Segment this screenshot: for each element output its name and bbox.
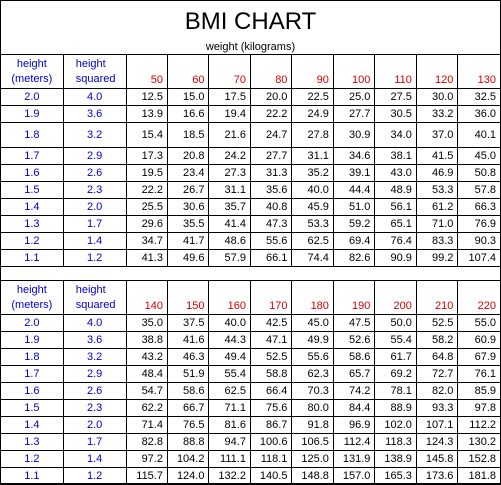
height-value: 1.5 — [1, 182, 64, 199]
weight-header: 160 — [209, 281, 250, 315]
table-row — [1, 315, 501, 332]
bmi-value: 97.2 — [126, 451, 167, 468]
bmi-value: 42.5 — [250, 315, 291, 332]
bmi-value: 112.2 — [458, 417, 501, 434]
bmi-value: 50.0 — [375, 315, 416, 332]
bmi-value: 22.2 — [126, 182, 167, 199]
bmi-value: 124.3 — [416, 434, 457, 451]
bmi-value: 46.3 — [167, 349, 208, 366]
bmi-value: 39.1 — [333, 165, 374, 182]
bmi-value: 24.9 — [292, 106, 333, 123]
bmi-value: 84.4 — [333, 400, 374, 417]
bmi-value: 76.4 — [375, 233, 416, 250]
bmi-value: 76.1 — [458, 366, 501, 383]
header-row — [1, 55, 501, 89]
bmi-value: 36.0 — [458, 106, 501, 123]
bmi-value: 35.7 — [209, 199, 250, 216]
table-row — [1, 199, 501, 216]
bmi-value: 40.0 — [292, 182, 333, 199]
bmi-value: 40.1 — [458, 123, 501, 148]
bmi-value: 38.1 — [375, 148, 416, 165]
height-squared-value: 3.2 — [63, 349, 126, 366]
bmi-value: 173.6 — [416, 468, 457, 485]
bmi-value: 37.5 — [167, 315, 208, 332]
bmi-value: 52.6 — [333, 332, 374, 349]
bmi-value: 66.3 — [458, 199, 501, 216]
table-row — [1, 165, 501, 182]
bmi-value: 45.9 — [292, 199, 333, 216]
weight-header: 180 — [292, 281, 333, 315]
bmi-value: 44.3 — [209, 332, 250, 349]
bmi-value: 30.0 — [416, 89, 457, 106]
bmi-value: 34.0 — [375, 123, 416, 148]
height-value: 1.1 — [1, 250, 64, 267]
bmi-value: 27.3 — [209, 165, 250, 182]
bmi-value: 152.8 — [458, 451, 501, 468]
bmi-value: 35.5 — [167, 216, 208, 233]
bmi-value: 71.4 — [126, 417, 167, 434]
height-squared-value: 2.9 — [63, 148, 126, 165]
height-value: 1.3 — [1, 216, 64, 233]
bmi-value: 106.5 — [292, 434, 333, 451]
table-row — [1, 148, 501, 165]
weight-header: 70 — [209, 55, 250, 89]
height-squared-value: 1.7 — [63, 434, 126, 451]
bmi-value: 53.3 — [416, 182, 457, 199]
height-column-header — [1, 281, 64, 315]
bmi-value: 18.5 — [167, 123, 208, 148]
bmi-value: 75.6 — [250, 400, 291, 417]
bmi-value: 16.6 — [167, 106, 208, 123]
height-value: 1.1 — [1, 468, 64, 485]
bmi-value: 21.6 — [209, 123, 250, 148]
height-value: 2.0 — [1, 89, 64, 106]
height-value: 1.9 — [1, 332, 64, 349]
height-header-line: (meters) — [11, 298, 53, 311]
weight-header: 120 — [416, 55, 457, 89]
bmi-value: 148.8 — [292, 468, 333, 485]
bmi-value: 65.7 — [333, 366, 374, 383]
bmi-value: 132.2 — [209, 468, 250, 485]
bmi-value: 43.2 — [126, 349, 167, 366]
bmi-value: 13.9 — [126, 106, 167, 123]
height-squared-value: 1.2 — [63, 250, 126, 267]
bmi-value: 33.2 — [416, 106, 457, 123]
table-row — [1, 332, 501, 349]
height-value: 1.2 — [1, 451, 64, 468]
bmi-value: 74.4 — [292, 250, 333, 267]
height-squared-value: 2.0 — [63, 417, 126, 434]
bmi-value: 111.1 — [209, 451, 250, 468]
bmi-value: 26.7 — [167, 182, 208, 199]
bmi-value: 76.5 — [167, 417, 208, 434]
squared-header-line: height — [75, 57, 106, 70]
bmi-value: 107.4 — [458, 250, 501, 267]
height-squared-value: 2.6 — [63, 383, 126, 400]
height-squared-value: 3.2 — [63, 123, 126, 148]
bmi-value: 25.0 — [333, 89, 374, 106]
bmi-value: 55.4 — [209, 366, 250, 383]
height-value: 1.8 — [1, 123, 64, 148]
weight-header: 60 — [167, 55, 208, 89]
bmi-value: 48.4 — [126, 366, 167, 383]
bmi-value: 102.0 — [375, 417, 416, 434]
bmi-value: 97.8 — [458, 400, 501, 417]
bmi-value: 82.6 — [333, 250, 374, 267]
bmi-value: 52.5 — [416, 315, 457, 332]
bmi-value: 49.9 — [292, 332, 333, 349]
bmi-value: 45.0 — [458, 148, 501, 165]
bmi-table-lower — [0, 280, 501, 485]
table-body — [1, 55, 501, 267]
bmi-value: 54.7 — [126, 383, 167, 400]
height-value: 1.7 — [1, 148, 64, 165]
bmi-value: 58.6 — [167, 383, 208, 400]
height-squared-value: 1.7 — [63, 216, 126, 233]
bmi-value: 94.7 — [209, 434, 250, 451]
bmi-value: 41.3 — [126, 250, 167, 267]
bmi-value: 15.4 — [126, 123, 167, 148]
bmi-value: 31.3 — [250, 165, 291, 182]
bmi-value: 19.5 — [126, 165, 167, 182]
bmi-value: 35.2 — [292, 165, 333, 182]
header-row — [1, 281, 501, 315]
height-value: 1.8 — [1, 349, 64, 366]
bmi-table-upper — [0, 54, 501, 267]
bmi-value: 62.2 — [126, 400, 167, 417]
weight-header: 150 — [167, 281, 208, 315]
bmi-value: 17.5 — [209, 89, 250, 106]
height-value: 2.0 — [1, 315, 64, 332]
bmi-value: 30.6 — [167, 199, 208, 216]
bmi-value: 138.9 — [375, 451, 416, 468]
bmi-value: 20.0 — [250, 89, 291, 106]
table-body — [1, 281, 501, 485]
bmi-value: 130.2 — [458, 434, 501, 451]
bmi-value: 35.6 — [250, 182, 291, 199]
height-squared-column-header — [63, 281, 126, 315]
table-row — [1, 233, 501, 250]
squared-header-line: squared — [75, 72, 116, 85]
bmi-value: 64.8 — [416, 349, 457, 366]
bmi-value: 66.1 — [250, 250, 291, 267]
bmi-value: 71.1 — [209, 400, 250, 417]
weight-header: 170 — [250, 281, 291, 315]
bmi-value: 104.2 — [167, 451, 208, 468]
bmi-value: 125.0 — [292, 451, 333, 468]
height-value: 1.6 — [1, 165, 64, 182]
weight-header: 100 — [333, 55, 374, 89]
bmi-value: 47.1 — [250, 332, 291, 349]
bmi-value: 65.1 — [375, 216, 416, 233]
bmi-value: 41.7 — [167, 233, 208, 250]
bmi-value: 40.0 — [209, 315, 250, 332]
bmi-value: 50.8 — [458, 165, 501, 182]
table-row — [1, 89, 501, 106]
bmi-value: 60.9 — [458, 332, 501, 349]
table-row — [1, 434, 501, 451]
bmi-value: 61.7 — [375, 349, 416, 366]
bmi-value: 96.9 — [333, 417, 374, 434]
height-value: 1.2 — [1, 233, 64, 250]
height-squared-column-header — [63, 55, 126, 89]
bmi-value: 29.6 — [126, 216, 167, 233]
bmi-value: 41.5 — [416, 148, 457, 165]
bmi-value: 58.2 — [416, 332, 457, 349]
table-row — [1, 383, 501, 400]
bmi-value: 107.1 — [416, 417, 457, 434]
bmi-value: 31.1 — [209, 182, 250, 199]
weight-header: 200 — [375, 281, 416, 315]
bmi-value: 72.7 — [416, 366, 457, 383]
height-value: 1.5 — [1, 400, 64, 417]
height-squared-value: 1.4 — [63, 451, 126, 468]
bmi-value: 67.9 — [458, 349, 501, 366]
bmi-value: 74.2 — [333, 383, 374, 400]
bmi-value: 38.8 — [126, 332, 167, 349]
bmi-value: 43.0 — [375, 165, 416, 182]
bmi-value: 69.2 — [375, 366, 416, 383]
bmi-value: 78.1 — [375, 383, 416, 400]
bmi-value: 12.5 — [126, 89, 167, 106]
bmi-value: 165.3 — [375, 468, 416, 485]
height-squared-value: 2.3 — [63, 400, 126, 417]
bmi-value: 24.2 — [209, 148, 250, 165]
height-column-header — [1, 55, 64, 89]
height-squared-value: 3.6 — [63, 332, 126, 349]
bmi-value: 34.7 — [126, 233, 167, 250]
weight-header: 220 — [458, 281, 501, 315]
bmi-value: 55.0 — [458, 315, 501, 332]
height-squared-value: 4.0 — [63, 315, 126, 332]
bmi-value: 70.3 — [292, 383, 333, 400]
bmi-value: 62.5 — [209, 383, 250, 400]
bmi-value: 25.5 — [126, 199, 167, 216]
bmi-value: 124.0 — [167, 468, 208, 485]
table-row — [1, 400, 501, 417]
bmi-value: 51.9 — [167, 366, 208, 383]
table-row — [1, 216, 501, 233]
bmi-value: 27.5 — [375, 89, 416, 106]
bmi-value: 48.6 — [209, 233, 250, 250]
bmi-value: 53.3 — [292, 216, 333, 233]
bmi-value: 58.8 — [250, 366, 291, 383]
bmi-value: 47.5 — [333, 315, 374, 332]
table-separator — [0, 264, 501, 280]
bmi-value: 66.7 — [167, 400, 208, 417]
bmi-value: 41.4 — [209, 216, 250, 233]
bmi-value: 44.4 — [333, 182, 374, 199]
bmi-value: 45.0 — [292, 315, 333, 332]
bmi-value: 52.5 — [250, 349, 291, 366]
height-value: 1.4 — [1, 417, 64, 434]
bmi-value: 51.0 — [333, 199, 374, 216]
height-squared-value: 4.0 — [63, 89, 126, 106]
bmi-value: 88.8 — [167, 434, 208, 451]
bmi-value: 66.4 — [250, 383, 291, 400]
bmi-value: 157.0 — [333, 468, 374, 485]
bmi-value: 32.5 — [458, 89, 501, 106]
table-row — [1, 182, 501, 199]
bmi-value: 55.6 — [250, 233, 291, 250]
bmi-value: 20.8 — [167, 148, 208, 165]
bmi-value: 30.9 — [333, 123, 374, 148]
weight-header: 190 — [333, 281, 374, 315]
bmi-value: 57.8 — [458, 182, 501, 199]
bmi-value: 19.4 — [209, 106, 250, 123]
bmi-value: 41.6 — [167, 332, 208, 349]
bmi-value: 58.6 — [333, 349, 374, 366]
bmi-value: 55.6 — [292, 349, 333, 366]
height-squared-value: 2.9 — [63, 366, 126, 383]
page-title: BMI CHART — [184, 8, 317, 35]
bmi-value: 88.9 — [375, 400, 416, 417]
height-value: 1.4 — [1, 199, 64, 216]
bmi-value: 90.9 — [375, 250, 416, 267]
bmi-value: 118.3 — [375, 434, 416, 451]
bmi-value: 62.5 — [292, 233, 333, 250]
weight-header: 140 — [126, 281, 167, 315]
bmi-value: 90.3 — [458, 233, 501, 250]
bmi-value: 86.7 — [250, 417, 291, 434]
bmi-value: 71.0 — [416, 216, 457, 233]
bmi-value: 93.3 — [416, 400, 457, 417]
height-squared-value: 2.6 — [63, 165, 126, 182]
bmi-value: 112.4 — [333, 434, 374, 451]
table-row — [1, 417, 501, 434]
bmi-value: 145.8 — [416, 451, 457, 468]
bmi-value: 82.0 — [416, 383, 457, 400]
weight-header: 80 — [250, 55, 291, 89]
height-squared-value: 2.0 — [63, 199, 126, 216]
table-row — [1, 123, 501, 148]
bmi-value: 48.9 — [375, 182, 416, 199]
table-row — [1, 106, 501, 123]
bmi-value: 17.3 — [126, 148, 167, 165]
bmi-value: 57.9 — [209, 250, 250, 267]
bmi-value: 27.8 — [292, 123, 333, 148]
table-row — [1, 468, 501, 485]
bmi-value: 22.2 — [250, 106, 291, 123]
bmi-value: 76.9 — [458, 216, 501, 233]
table-row — [1, 349, 501, 366]
bmi-value: 91.8 — [292, 417, 333, 434]
bmi-value: 49.6 — [167, 250, 208, 267]
bmi-value: 118.1 — [250, 451, 291, 468]
bmi-value: 85.9 — [458, 383, 501, 400]
squared-header-line: height — [75, 283, 106, 296]
weight-header: 110 — [375, 55, 416, 89]
bmi-value: 81.6 — [209, 417, 250, 434]
bmi-value: 40.8 — [250, 199, 291, 216]
bmi-value: 47.3 — [250, 216, 291, 233]
bmi-value: 27.7 — [250, 148, 291, 165]
bmi-value: 181.8 — [458, 468, 501, 485]
weight-header: 130 — [458, 55, 501, 89]
bmi-value: 82.8 — [126, 434, 167, 451]
height-value: 1.9 — [1, 106, 64, 123]
bmi-value: 46.9 — [416, 165, 457, 182]
bmi-value: 61.2 — [416, 199, 457, 216]
bmi-value: 55.4 — [375, 332, 416, 349]
bmi-value: 83.3 — [416, 233, 457, 250]
height-header-line: height — [16, 57, 47, 70]
height-value: 1.6 — [1, 383, 64, 400]
height-squared-value: 3.6 — [63, 106, 126, 123]
bmi-value: 37.0 — [416, 123, 457, 148]
weight-header: 90 — [292, 55, 333, 89]
bmi-value: 99.2 — [416, 250, 457, 267]
table-row — [1, 451, 501, 468]
bmi-value: 31.1 — [292, 148, 333, 165]
bmi-value: 15.0 — [167, 89, 208, 106]
height-header-line: (meters) — [11, 72, 53, 85]
bmi-value: 62.3 — [292, 366, 333, 383]
bmi-value: 131.9 — [333, 451, 374, 468]
height-value: 1.3 — [1, 434, 64, 451]
bmi-value: 27.7 — [333, 106, 374, 123]
height-squared-value: 1.2 — [63, 468, 126, 485]
height-value: 1.7 — [1, 366, 64, 383]
squared-header-line: squared — [75, 298, 116, 311]
bmi-value: 59.2 — [333, 216, 374, 233]
weight-header: 50 — [126, 55, 167, 89]
weight-axis-label: weight (kilograms) — [205, 41, 296, 53]
height-header-line: height — [16, 283, 47, 296]
bmi-value: 56.1 — [375, 199, 416, 216]
bmi-value: 49.4 — [209, 349, 250, 366]
bmi-value: 34.6 — [333, 148, 374, 165]
bmi-value: 22.5 — [292, 89, 333, 106]
bmi-value: 100.6 — [250, 434, 291, 451]
bmi-value: 115.7 — [126, 468, 167, 485]
height-squared-value: 2.3 — [63, 182, 126, 199]
bmi-value: 35.0 — [126, 315, 167, 332]
bmi-value: 24.7 — [250, 123, 291, 148]
bmi-value: 30.5 — [375, 106, 416, 123]
bmi-value: 80.0 — [292, 400, 333, 417]
weight-header: 210 — [416, 281, 457, 315]
bmi-value: 140.5 — [250, 468, 291, 485]
bmi-value: 23.4 — [167, 165, 208, 182]
height-squared-value: 1.4 — [63, 233, 126, 250]
bmi-value: 69.4 — [333, 233, 374, 250]
table-row — [1, 366, 501, 383]
